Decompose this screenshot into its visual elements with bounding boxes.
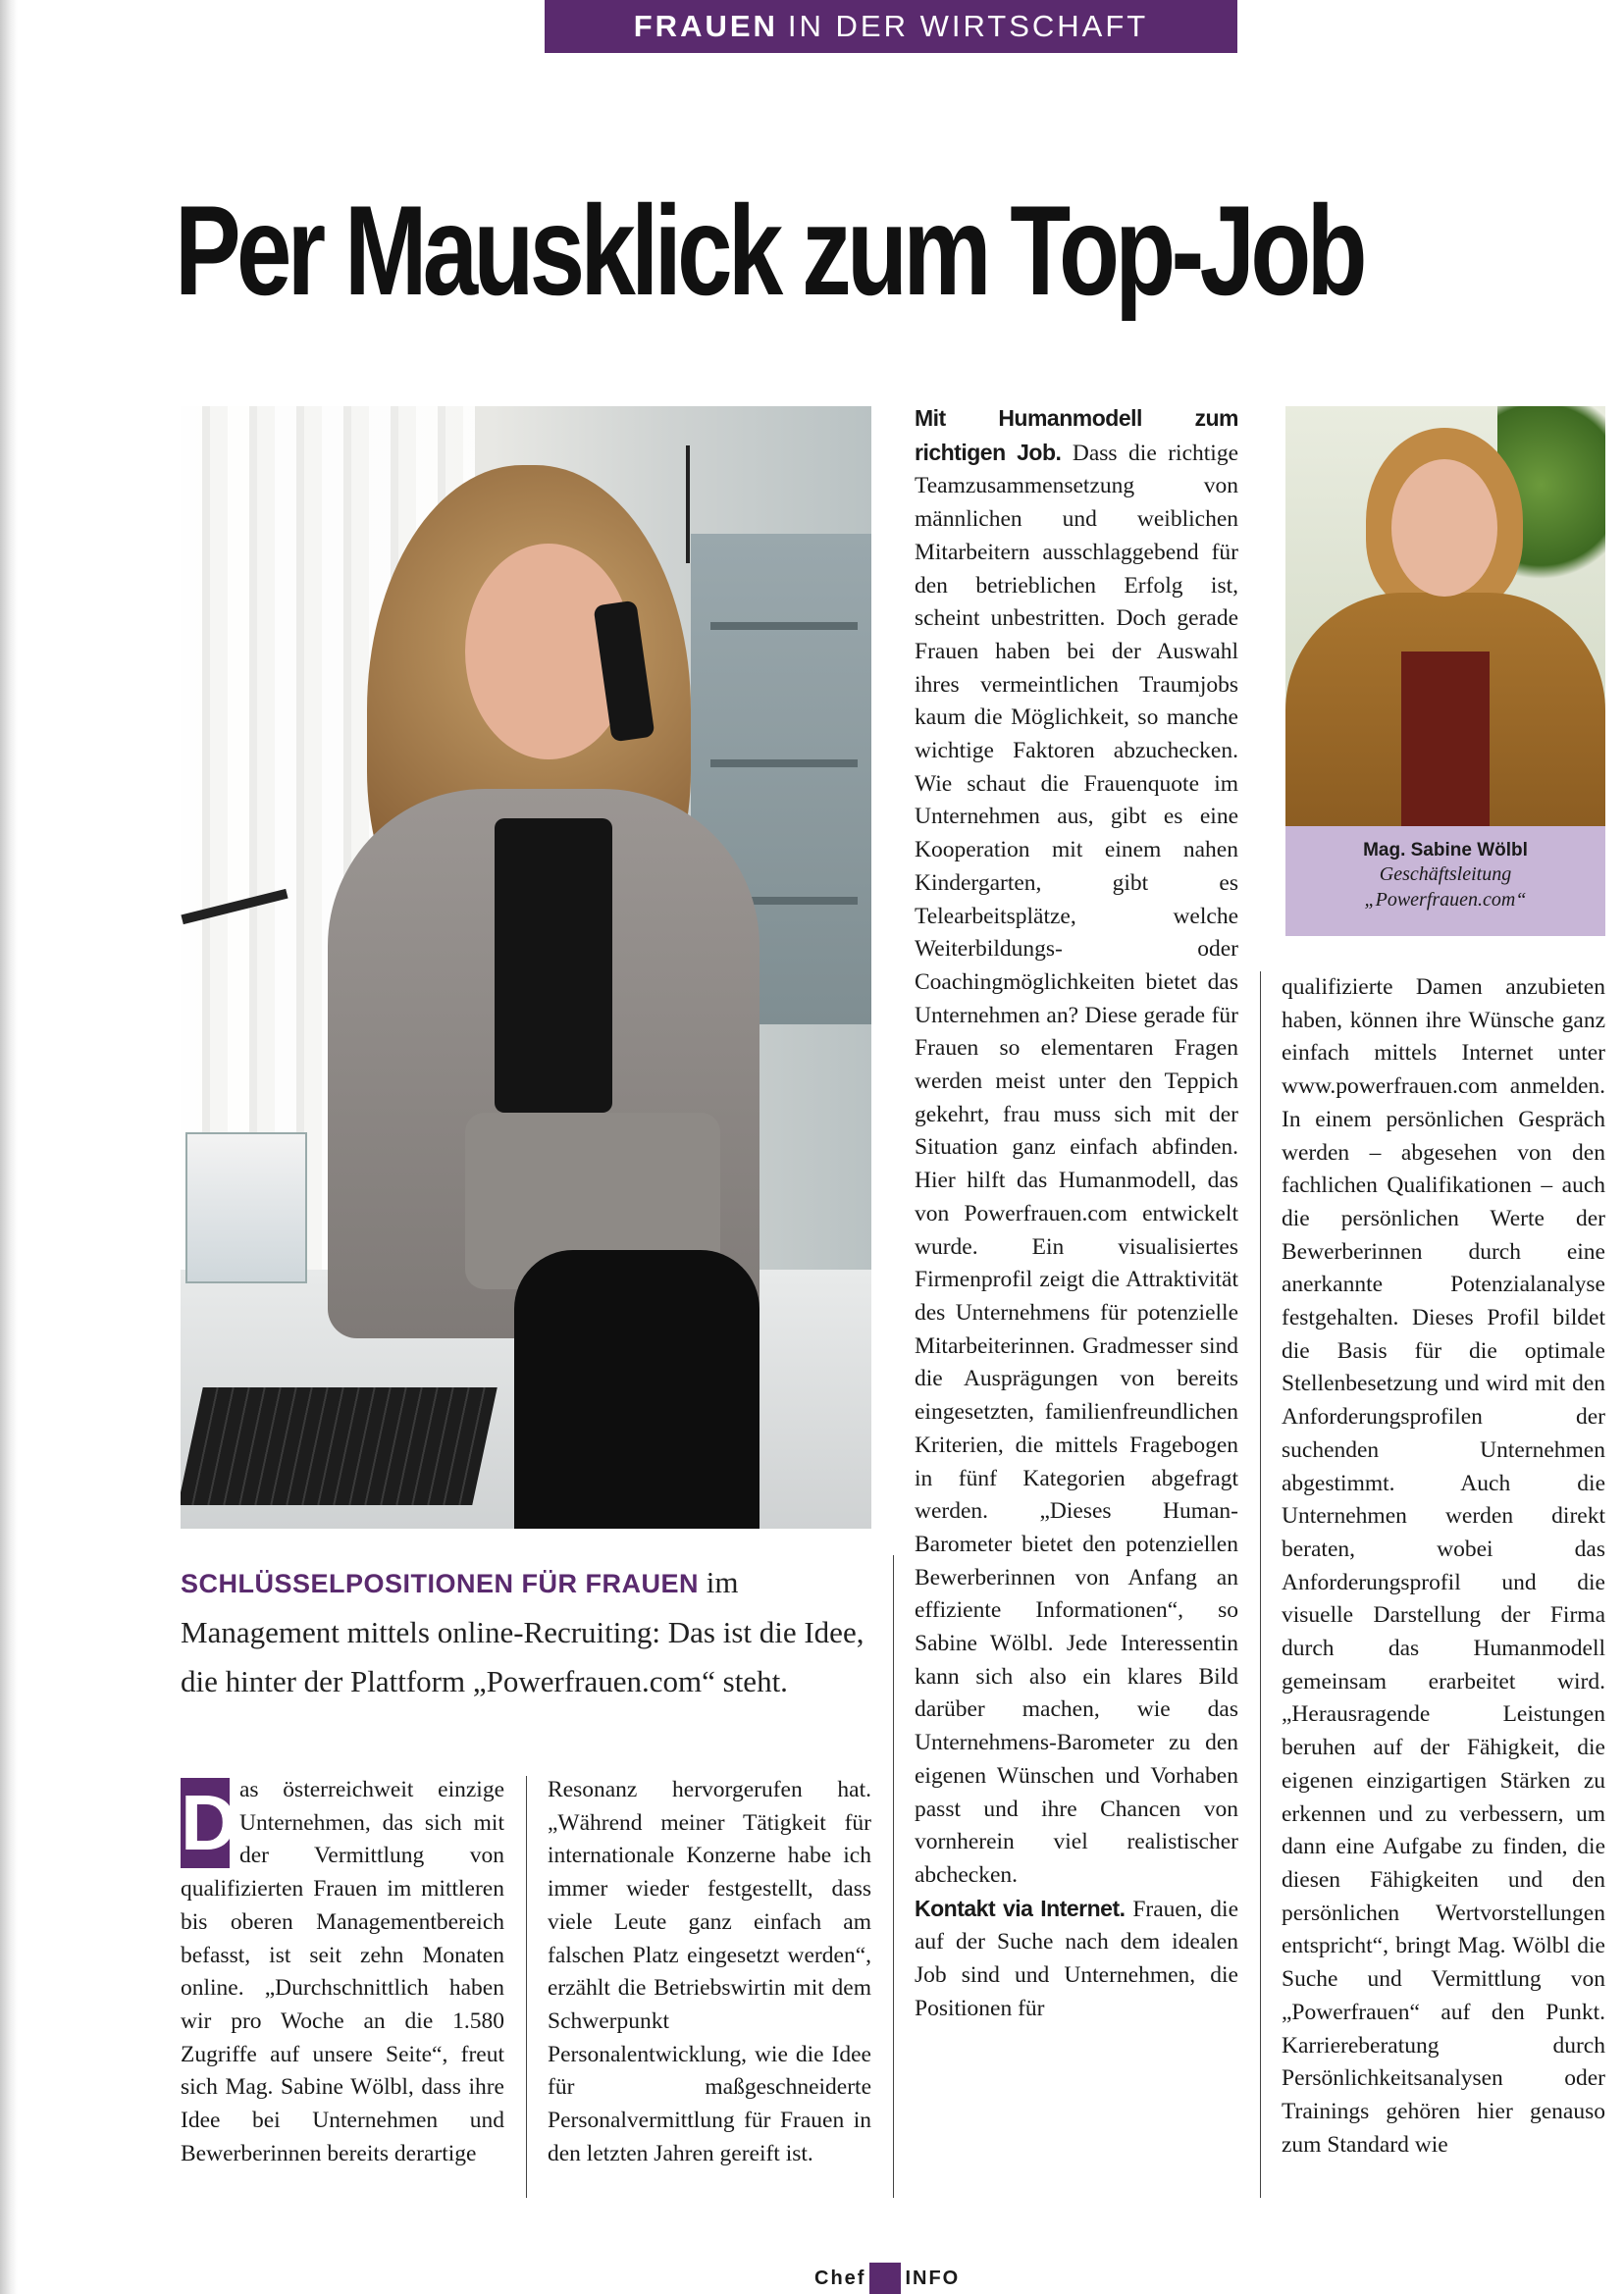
- column-rule: [893, 1555, 894, 2198]
- section-header-strong: FRAUEN: [633, 9, 778, 43]
- intro-text: im Management mittels online-Recruiting: Das ist die Idee, die hinter der Plattform „Powerfrauen.com“ steht.: [181, 1565, 864, 1698]
- section-header: [545, 0, 1237, 53]
- woman-shirt: [495, 818, 612, 1113]
- caption-name: Mag. Sabine Wölbl: [1363, 840, 1528, 860]
- page-footer: [814, 2263, 960, 2294]
- phone-antenna: [686, 445, 690, 563]
- caption-company: „Powerfrauen.com“: [1364, 889, 1527, 911]
- column-3-paragraph-1: Dass die richtige Teamzusammensetzung von männlichen und weiblichen Mitarbeitern ausschlaggebend für den betrieblichen Erfolg ist, scheint unbestritten. Doch gerade Frauen haben bei der Auswahl ihres vermeintlichen Traumjobs kaum die Möglichkeit, so manche wichtige Faktoren abzuchecken. Wie schaut die Frauenquote im Unternehmen aus, gibt es eine Kooperation mit einem nahen Kindergarten, gibt es Telearbeitsplätze, welche Weiterbildungs- oder Coachingmöglichkeiten bietet das Unternehmen an? Diese gerade für Frauen so elementaren Fragen werden meist unter den Teppich gekehrt, frau muss sich mit der Situation ganz einfach abfinden. Hier hilft das Humanmodell, das von Powerfrauen.com entwickelt wurde. Ein visualisiertes Firmenprofil zeigt die Attraktivität des Unternehmens für potenzielle Mitarbeiterinnen. Gradmesser sind die Ausprägungen von bereits eingesetzten, familienfreundlichen Kriterien, die mittels Fragebogen in fünf Kategorien abgefragt werden. „Dieses Human-Barometer bietet den potenziellen Bewerberinnen von Anfang an effiziente Informationen“, so Sabine Wölbl. Jede Interessentin kann sich also ein klares Bild darüber machen, wie das Unternehmens-Barometer zu den eigenen Wünschen und Vorhaben passt und ihre Chancen von vornherein viel realistischer abchecken.: [915, 440, 1238, 1888]
- body-column-1: [181, 1774, 504, 2170]
- column-rule: [526, 1776, 527, 2198]
- woman-legs: [514, 1250, 760, 1529]
- intro-deck: [181, 1558, 867, 1706]
- card-holder: [185, 1132, 307, 1283]
- keyboard: [181, 1387, 498, 1505]
- intro-lead: SCHLÜSSELPOSITIONEN FÜR FRAUEN: [181, 1569, 700, 1598]
- subheading-humanmodell: Mit Humanmodell zum richtigen Job.: [915, 405, 1238, 465]
- portrait-top: [1401, 652, 1490, 826]
- article-headline: Per Mausklick zum Top-Job: [175, 179, 1363, 322]
- subheading-kontakt: Kontakt via Internet.: [915, 1895, 1126, 1921]
- drop-cap: D: [181, 1779, 237, 1866]
- section-header-rest: IN DER WIRTSCHAFT: [787, 9, 1149, 43]
- page-binding-edge: [0, 0, 18, 2294]
- body-column-4: [1282, 971, 1605, 2162]
- footer-chef: Chef: [814, 2267, 866, 2289]
- footer-logo-box: [869, 2263, 901, 2294]
- column-4-text: qualifizierte Damen anzubieten haben, können ihre Wünsche ganz einfach mittels Internet unter www.powerfrauen.com anmelden. In einem persönlichen Gespräch werden – abgesehen von den fachlichen Qualifikationen – auch die persönlichen Werte der Bewerberinnen durch eine anerkannte Potenzialanalyse festgehalten. Dieses Profil bildet die Basis für die optimale Stellenbesetzung und wird mit den Anforderungsprofilen der suchenden Unternehmen abgestimmt. Auch die Unternehmen werden direkt beraten, wobei das Anforderungsprofil und die visuelle Darstellung der Firma durch das Humanmodell gemeinsam erarbeitet wird. „Herausragende Leistungen beruhen auf der Fähigkeit, die eigenen einzigartigen Stärken zu erkennen und zu verbessern, um dann eine Aufgabe zu finden, die diesen Fähigkeiten und den persönlichen Wertvorstellungen entspricht“, bringt Mag. Wölbl die Suche und Vermittlung von „Powerfrauen“ auf den Punkt. Karriereberatung durch Persönlichkeitsanalysen oder Trainings gehören hier genauso zum Standard wie: [1282, 974, 1605, 2158]
- column-1-text: as österreichweit einzige Unternehmen, das sich mit der Vermittlung von qualifizierten Frauen im mittleren bis oberen Managementbereich befasst, ist seit zehn Monaten online. „Durchschnittlich haben wir pro Woche an die 1.580 Zugriffe auf unsere Seite“, freut sich Mag. Sabine Wölbl, dass ihre Idee bei Unternehmen und Bewerberinnen bereits derartige: [181, 1777, 504, 2166]
- body-column-2: [548, 1774, 871, 2170]
- portrait-photo: [1285, 406, 1605, 826]
- portrait-caption: [1285, 826, 1605, 936]
- portrait-face: [1391, 459, 1497, 597]
- main-photo-woman-on-phone: [181, 406, 871, 1529]
- column-2-text: Resonanz hervorgerufen hat. „Während meiner Tätigkeit für internationale Konzerne habe ich immer wieder festgestellt, dass viele Leute ganz einfach am falschen Platz eingesetzt werden“, erzählt die Betriebswirtin mit dem Schwerpunkt Personalentwicklung, wie die Idee für maßgeschneiderte Personalvermittlung für Frauen in den letzten Jahren gereift ist.: [548, 1777, 871, 2166]
- caption-role: Geschäftsleitung: [1379, 863, 1512, 885]
- column-3-paragraph-2: Frauen, die auf der Suche nach dem idealen Job sind und Unternehmen, die Positionen für: [915, 1896, 1238, 2021]
- footer-info: INFO: [905, 2267, 961, 2289]
- column-rule: [1260, 971, 1261, 2198]
- body-column-3: [915, 402, 1238, 2025]
